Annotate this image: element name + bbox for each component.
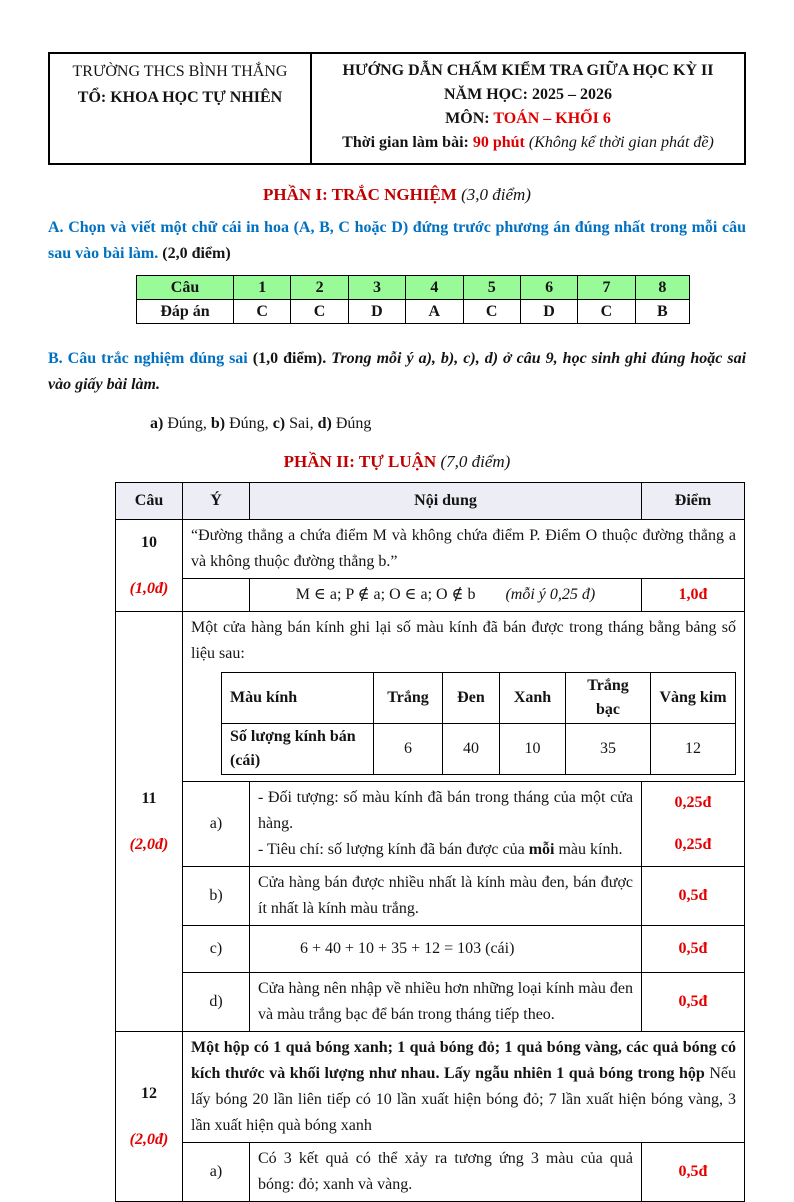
mcq-question-cell: 4 [406,276,463,300]
q11b-score: 0,5đ [642,867,745,926]
q11b-label: b) [183,867,250,926]
q11-intro-cell [183,612,745,782]
q10-points: (1,0đ) [129,579,169,597]
school-name: TRƯỜNG THCS BÌNH THẮNG [72,63,288,80]
q11a-score-cell [642,782,745,867]
mcq-answer-cell: A [406,300,463,324]
q12-points: (2,0đ) [129,1130,169,1148]
q12-number-cell [116,1032,183,1202]
q12a-answer: Có 3 kết quả có thể xảy ra tương ứng 3 màu của quả bóng: đỏ; xanh và vàng. [250,1143,642,1202]
mcq-row-label: Câu [137,276,234,300]
rubric-header-diem: Điểm [642,483,745,520]
department-name: TỔ: KHOA HỌC TỰ NHIÊN [77,89,283,106]
q11-intro: Một cửa hàng bán kính ghi lại số màu kính đã bán được trong tháng bằng bảng số liệu sau: [191,619,736,662]
rubric-header-y: Ý [183,483,250,520]
glass-color-cell: Trắng [374,673,443,724]
q12-intro: Một hộp có 1 quả bóng xanh; 1 quả bóng đỏ; 1 quả bóng vàng, các quả bóng có kích thước và khối lượng như nhau. Lấy ngẫu nhiên 1 quả bóng trong hộp Nếu lấy bóng 20 lần liên tiếp có 10 lần xuất hiện bóng đỏ; 7 lần xuất hiện bóng vàng, 3 lần xuất hiện quà bóng xanh [183,1032,745,1143]
glass-qty-row [222,724,736,775]
q12a-row [116,1143,745,1202]
subject-line: MÔN: TOÁN – KHỐI 6 [445,110,611,127]
q11a-row [116,782,745,867]
glass-color-cell: Xanh [500,673,566,724]
q10-answer-note: (mỗi ý 0,25 đ) [505,586,596,603]
q10-number-cell [116,520,183,612]
q11-intro-row [116,612,745,782]
school-cell [49,53,311,164]
mcq-answer-cell: B [635,300,689,324]
q11c-answer: 6 + 40 + 10 + 35 + 12 = 103 (cái) [250,926,642,973]
part2-heading: PHẦN II: TỰ LUẬN (7,0 điểm) [283,452,511,471]
q12-intro-row [116,1032,745,1143]
glass-color-cell: Trắng bạc [565,673,650,724]
mcq-answer-table [136,275,690,324]
glass-color-cell: Đen [442,673,499,724]
glass-qty-cell: 35 [565,724,650,775]
mcq-answer-row [137,300,690,324]
time-value: 90 phút [472,134,529,151]
glass-qty-cell: 40 [442,724,499,775]
mcq-answer-cell: D [520,300,577,324]
q10-statement: “Đường thẳng a chứa điểm M và không chứa điểm P. Điểm O thuộc đường thẳng a và không thuộc đường thẳng b.” [183,520,745,579]
q11c-label: c) [183,926,250,973]
q9-answers: a) Đúng, b) Đúng, c) Sai, d) Đúng [150,415,372,432]
q11a-answer: - Đối tượng: số màu kính đã bán trong tháng của một cửa hàng. - Tiêu chí: số lượng kính đã bán được của mỗi màu kính. [250,782,642,867]
time-line: Thời gian làm bài: 90 phút (Không kể thời gian phát đề) [342,134,714,151]
exam-title-cell [311,53,745,164]
q11-number-cell [116,612,183,1032]
part1-heading: PHẦN I: TRẮC NGHIỆM (3,0 điểm) [263,185,531,204]
mcq-question-row [137,276,690,300]
mcq-answer-cell: D [348,300,405,324]
q11d-score: 0,5đ [642,973,745,1032]
mcq-answer-cell: C [578,300,635,324]
q11b-answer: Cửa hàng bán được nhiều nhất là kính màu đen, bán được ít nhất là kính màu trắng. [250,867,642,926]
section-a-instructions: A. Chọn và viết một chữ cái in hoa (A, B, C hoặc D) đứng trước phương án đúng nhất trong mỗi câu sau vào bài làm. (2,0 điểm) [48,219,746,262]
glass-qty-cell: 10 [500,724,566,775]
school-year: NĂM HỌC: 2025 – 2026 [444,86,612,103]
header-row [49,53,745,164]
rubric-header-noidung: Nội dung [250,483,642,520]
q10-statement-row [116,520,745,579]
q11a-score1: 0,25đ [674,794,712,811]
q11-points: (2,0đ) [129,835,169,853]
glass-color-cell: Vàng kim [651,673,736,724]
q10-answer: M ∈ a; P ∉ a; O ∈ a; O ∉ b (mỗi ý 0,25 đ) [250,579,642,612]
mcq-question-cell: 5 [463,276,520,300]
exam-header-table [48,52,746,165]
mcq-question-cell: 6 [520,276,577,300]
q10-number: 10 [141,533,157,551]
q11b-row [116,867,745,926]
q11c-score: 0,5đ [642,926,745,973]
time-note: (Không kể thời gian phát đề) [528,134,714,151]
q11a-label: a) [183,782,250,867]
q11d-label: d) [183,973,250,1032]
rubric-table [115,482,745,1202]
q10-answer-row [116,579,745,612]
q12a-score: 0,5đ [642,1143,745,1202]
q10-score: 1,0đ [642,579,745,612]
q11c-row [116,926,745,973]
glass-qty-header: Số lượng kính bán (cái) [222,724,374,775]
q11d-row [116,973,745,1032]
section-b-instructions: B. Câu trắc nghiệm đúng sai (1,0 điểm). Trong mỗi ý a), b), c), d) ở câu 9, học sinh ghi đúng hoặc sai vào giấy bài làm. [48,350,747,393]
q11d-answer: Cửa hàng nên nhập về nhiều hơn những loại kính màu đen và màu trắng bạc để bán trong tháng tiếp theo. [250,973,642,1032]
glass-sales-table [221,672,736,775]
q10-answer-y-cell [183,579,250,612]
mcq-row-label: Đáp án [137,300,234,324]
mcq-answer-cell: C [291,300,348,324]
glass-col0-header: Màu kính [222,673,374,724]
rubric-header-row [116,483,745,520]
rubric-header-cau: Câu [116,483,183,520]
mcq-answer-cell: C [234,300,291,324]
q11a-score2: 0,25đ [674,836,712,853]
mcq-question-cell: 3 [348,276,405,300]
mcq-question-cell: 7 [578,276,635,300]
q12-number: 12 [141,1084,157,1102]
glass-qty-cell: 12 [651,724,736,775]
exam-title: HƯỚNG DẪN CHẤM KIỂM TRA GIỮA HỌC KỲ II [342,62,714,79]
glass-color-row [222,673,736,724]
mcq-answer-cell: C [463,300,520,324]
q12a-label: a) [183,1143,250,1202]
mcq-question-cell: 1 [234,276,291,300]
subject-value: TOÁN – KHỐI 6 [493,110,611,127]
mcq-question-cell: 2 [291,276,348,300]
glass-qty-cell: 6 [374,724,443,775]
q11-number: 11 [141,789,157,807]
mcq-question-cell: 8 [635,276,689,300]
